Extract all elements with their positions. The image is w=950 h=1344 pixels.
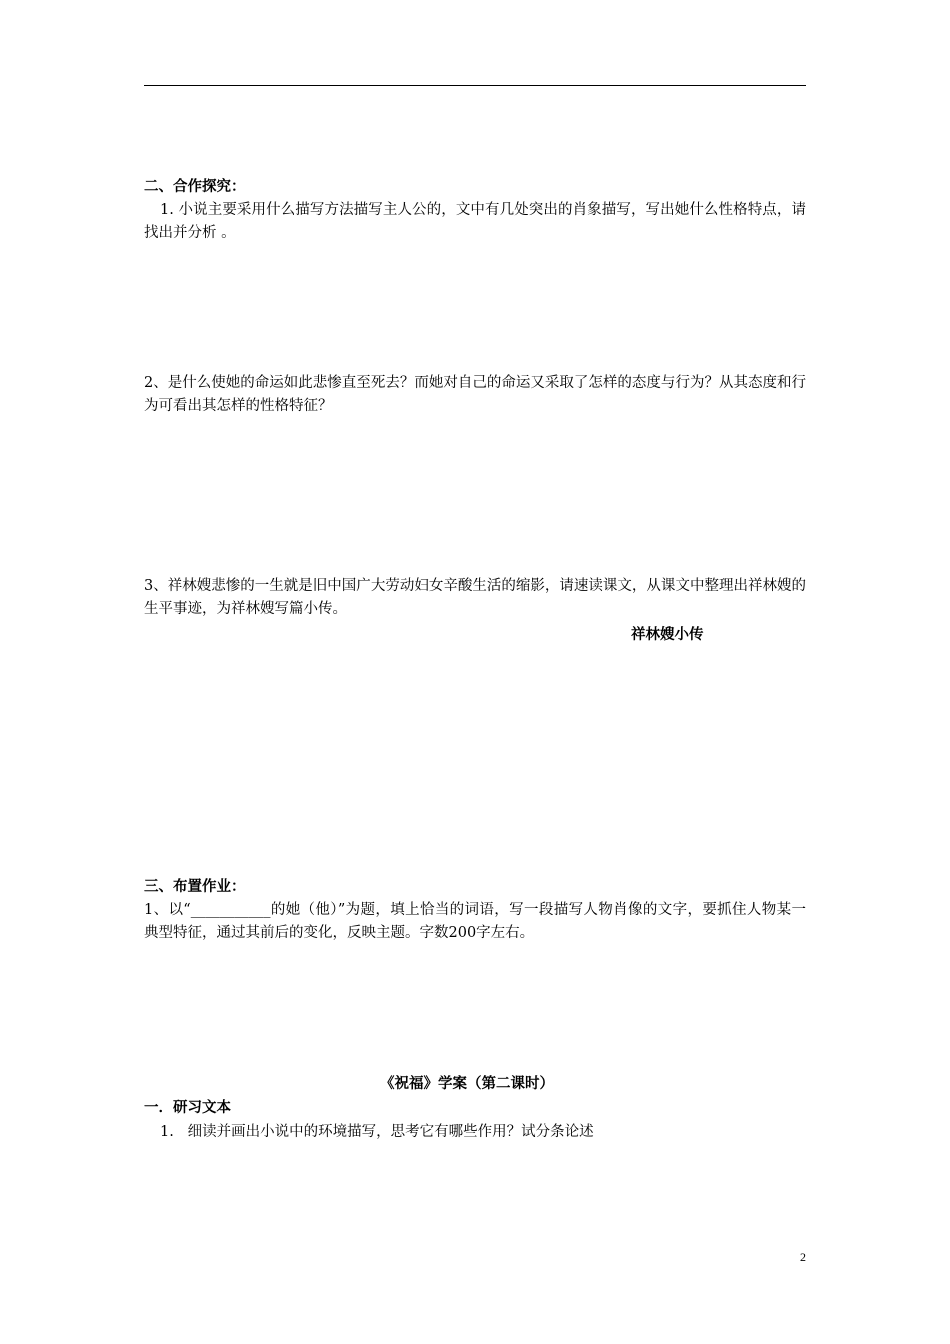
section-2-heading: 二、合作探究：	[144, 178, 246, 195]
lesson-2-question-1: 1. 细读并画出小说中的环境描写，思考它有哪些作用？试分条论述	[160, 1124, 594, 1140]
section-3-question-1: 1、以“___________的她（他）”为题，填上恰当的词语，写一段描写人物肖像的文字，要抓住人物某一典型特征，通过其前后的变化，反映主题。字数200字左右。	[144, 902, 806, 941]
lesson-2-heading: 一．研习文本	[144, 1099, 231, 1116]
lesson-2-title: 《祝福》学案（第二课时）	[380, 1075, 554, 1092]
section-3-heading: 三、布置作业：	[144, 878, 246, 895]
header-rule	[144, 85, 806, 86]
section-2-question-1: 1. 小说主要采用什么描写方法描写主人公的，文中有几处突出的肖象描写，写出她什么性格特点，请找出并分析 。	[144, 202, 806, 241]
biography-title: 祥林嫂小传	[631, 626, 704, 643]
page-number: 2	[800, 1250, 806, 1264]
section-2-question-3: 3、祥林嫂悲惨的一生就是旧中国广大劳动妇女辛酸生活的缩影，请速读课文，从课文中整理出祥林嫂的生平事迹，为祥林嫂写篇小传。	[144, 578, 806, 617]
section-2-question-2: 2、是什么使她的命运如此悲惨直至死去？而她对自己的命运又采取了怎样的态度与行为？从其态度和行为可看出其怎样的性格特征？	[144, 375, 806, 414]
